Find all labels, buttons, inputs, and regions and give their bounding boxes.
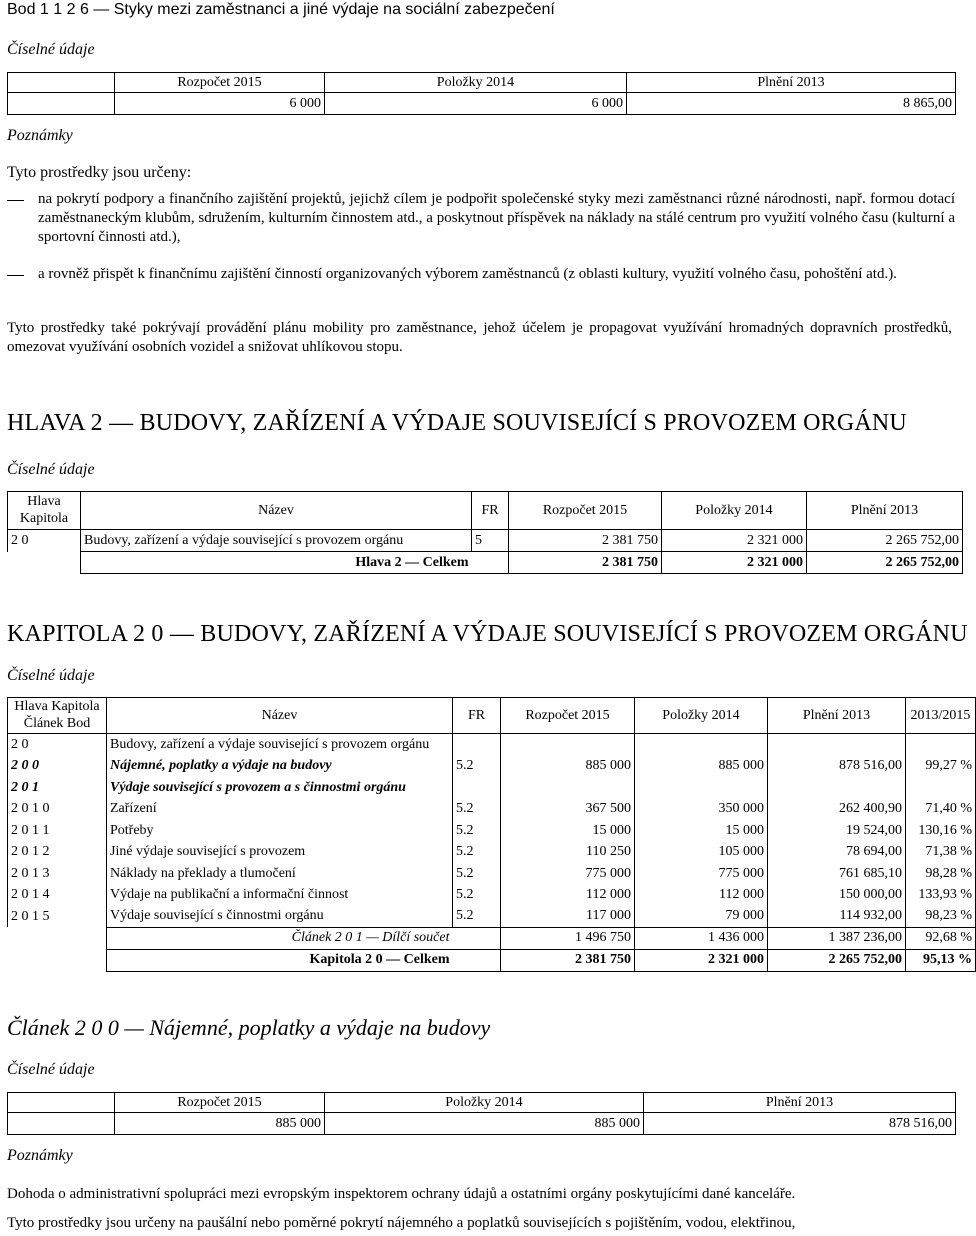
row-code: 2 0 1 0 bbox=[8, 798, 107, 820]
col-outturn-2013: Plnění 2013 bbox=[768, 698, 906, 734]
table-row bbox=[8, 734, 976, 756]
col-fr: FR bbox=[453, 698, 501, 734]
col-outturn-2013: Plnění 2013 bbox=[644, 1093, 956, 1113]
col-items-2014: Položky 2014 bbox=[662, 492, 807, 530]
numeric-data-label: Číselné údaje bbox=[7, 1061, 95, 1078]
row-outturn: 78 694,00 bbox=[768, 841, 906, 863]
row-budget: 2 381 750 bbox=[509, 530, 662, 552]
col-title-chapter bbox=[8, 492, 81, 530]
chapter-table bbox=[7, 697, 976, 972]
title-table bbox=[7, 491, 963, 574]
col-fr: FR bbox=[472, 492, 509, 530]
blank-cell bbox=[453, 949, 501, 971]
table-bottom-rule bbox=[7, 1134, 955, 1135]
row-name: Výdaje související s provozem a s činnostmi orgánu bbox=[107, 777, 453, 799]
row-name: Výdaje související s činnostmi orgánu bbox=[107, 906, 453, 928]
row-budget: 775 000 bbox=[501, 863, 635, 885]
numeric-data-label: Číselné údaje bbox=[7, 667, 95, 684]
paragraph: Tyto prostředky jsou určeny na paušální nebo poměrné pokrytí nájemného a poplatků souvisejících s pojištěním, vodou, elektřinou, bbox=[7, 1215, 796, 1231]
article-table bbox=[7, 1092, 955, 1135]
row-name: Náklady na překlady a tlumočení bbox=[107, 863, 453, 885]
row-name: Potřeby bbox=[107, 820, 453, 842]
table-row bbox=[8, 906, 976, 928]
col-budget-2015: Rozpočet 2015 bbox=[509, 492, 662, 530]
row-fr: 5.2 bbox=[453, 841, 501, 863]
table-bottom-rule bbox=[7, 114, 955, 115]
subtotal-label: Článek 2 0 1 — Dílčí součet bbox=[107, 927, 453, 949]
article-heading: Článek 2 0 0 — Nájemné, poplatky a výdaje na budovy bbox=[7, 1015, 491, 1040]
row-budget: 885 000 bbox=[501, 755, 635, 777]
item-1126-table bbox=[7, 72, 955, 115]
row-name: Budovy, zařízení a výdaje související s provozem orgánu bbox=[107, 734, 453, 756]
row-budget bbox=[501, 734, 635, 756]
subtotal-row bbox=[8, 927, 976, 949]
total-row bbox=[8, 552, 963, 574]
row-code: 2 0 1 4 bbox=[8, 884, 107, 906]
value-budget-2015: 885 000 bbox=[115, 1113, 325, 1135]
row-name: Výdaje na publikační a informační činnost bbox=[107, 884, 453, 906]
item-title: Bod 1 1 2 6 — Styky mezi zaměstnanci a jiné výdaje na sociální zabezpečení bbox=[7, 1, 555, 18]
total-budget: 2 381 750 bbox=[509, 552, 662, 574]
col-name: Název bbox=[81, 492, 472, 530]
row-items: 112 000 bbox=[635, 884, 768, 906]
row-fr: 5.2 bbox=[453, 906, 501, 928]
bullet-text: na pokrytí podpory a finančního zajištění projektů, jejichž cílem je podpořit společenské styky mezi zaměstnanci různé národnosti, např. formou dotací zaměstnaneckým klubům, sdružením, kulturním činnostem atd., a poskytnout příspěvek na náklady na stálé centrum pro využití volného času (kulturní a sportovní činnosti atd.), bbox=[38, 191, 955, 245]
col-title: Hlava bbox=[27, 494, 61, 510]
row-outturn: 878 516,00 bbox=[768, 755, 906, 777]
row-outturn bbox=[768, 734, 906, 756]
bullet-text: a rovněž přispět k finančnímu zajištění činností organizovaných výborem zaměstnanců (z oblasti kultury, využití volného času, pohoštění atd.). bbox=[38, 266, 897, 282]
blank-cell bbox=[8, 1093, 115, 1113]
row-ratio: 99,27 % bbox=[906, 755, 976, 777]
row-ratio: 98,28 % bbox=[906, 863, 976, 885]
row-items: 15 000 bbox=[635, 820, 768, 842]
col-outturn-2013: Plnění 2013 bbox=[627, 73, 956, 93]
row-name: Zařízení bbox=[107, 798, 453, 820]
col-budget-2015: Rozpočet 2015 bbox=[115, 73, 325, 93]
subtotal-ratio: 92,68 % bbox=[906, 927, 976, 949]
row-ratio: 98,23 % bbox=[906, 906, 976, 928]
row-budget bbox=[501, 777, 635, 799]
total-items: 2 321 000 bbox=[662, 552, 807, 574]
row-code: 2 0 bbox=[8, 530, 81, 552]
row-ratio: 130,16 % bbox=[906, 820, 976, 842]
table-row bbox=[8, 820, 976, 842]
col-items-2014: Položky 2014 bbox=[325, 73, 627, 93]
row-outturn: 262 400,90 bbox=[768, 798, 906, 820]
row-ratio bbox=[906, 734, 976, 756]
subtotal-outturn: 1 387 236,00 bbox=[768, 927, 906, 949]
blank-cell bbox=[8, 552, 81, 574]
col-items-2014: Položky 2014 bbox=[325, 1093, 644, 1113]
table-row bbox=[8, 777, 976, 799]
row-fr bbox=[453, 777, 501, 799]
value-outturn-2013: 878 516,00 bbox=[644, 1113, 956, 1135]
dash-icon bbox=[7, 200, 24, 246]
total-outturn: 2 265 752,00 bbox=[807, 552, 963, 574]
row-outturn: 2 265 752,00 bbox=[807, 530, 963, 552]
total-items: 2 321 000 bbox=[635, 949, 768, 971]
value-items-2014: 6 000 bbox=[325, 93, 627, 115]
row-items: 79 000 bbox=[635, 906, 768, 928]
blank-cell bbox=[8, 73, 115, 93]
row-items: 105 000 bbox=[635, 841, 768, 863]
blank-cell bbox=[8, 949, 107, 971]
row-code: 2 0 1 bbox=[8, 777, 107, 799]
row-code: 2 0 bbox=[8, 734, 107, 756]
value-budget-2015: 6 000 bbox=[115, 93, 325, 115]
col-chapter: Kapitola bbox=[19, 510, 69, 526]
row-code: 2 0 1 2 bbox=[8, 841, 107, 863]
row-name: Budovy, zařízení a výdaje související s provozem orgánu bbox=[81, 530, 472, 552]
paragraph: Dohoda o administrativní spolupráci mezi evropským inspektorem ochrany údajů a ostatními orgány poskytujícími dané kanceláře. bbox=[7, 1186, 796, 1202]
subtotal-budget: 1 496 750 bbox=[501, 927, 635, 949]
table-row bbox=[8, 530, 963, 552]
row-outturn: 19 524,00 bbox=[768, 820, 906, 842]
table-row bbox=[8, 841, 976, 863]
row-items: 2 321 000 bbox=[662, 530, 807, 552]
col-article-item: Článek Bod bbox=[23, 715, 91, 731]
row-budget: 367 500 bbox=[501, 798, 635, 820]
table-row bbox=[8, 863, 976, 885]
col-outturn-2013: Plnění 2013 bbox=[807, 492, 963, 530]
row-outturn bbox=[768, 777, 906, 799]
col-budget-2015: Rozpočet 2015 bbox=[115, 1093, 325, 1113]
row-fr: 5 bbox=[472, 530, 509, 552]
blank-cell bbox=[8, 927, 107, 949]
row-ratio bbox=[906, 777, 976, 799]
total-label: Kapitola 2 0 — Celkem bbox=[107, 949, 453, 971]
row-code: 2 0 1 1 bbox=[8, 820, 107, 842]
row-name: Jiné výdaje související s provozem bbox=[107, 841, 453, 863]
table-row bbox=[8, 884, 976, 906]
total-ratio: 95,13 % bbox=[906, 949, 976, 971]
bullet-item bbox=[7, 265, 955, 284]
value-outturn-2013: 8 865,00 bbox=[627, 93, 956, 115]
total-outturn: 2 265 752,00 bbox=[768, 949, 906, 971]
col-budget-2015: Rozpočet 2015 bbox=[501, 698, 635, 734]
row-outturn: 761 685,10 bbox=[768, 863, 906, 885]
col-title-chapter-article bbox=[8, 698, 107, 734]
col-ratio: 2013/2015 bbox=[906, 698, 976, 734]
numeric-data-label: Číselné údaje bbox=[7, 461, 95, 478]
row-items: 885 000 bbox=[635, 755, 768, 777]
row-items bbox=[635, 734, 768, 756]
subtotal-items: 1 436 000 bbox=[635, 927, 768, 949]
paragraph: Tyto prostředky také pokrývají provádění plánu mobility pro zaměstnance, jehož účelem je propagovat využívání hromadných dopravních prostředků, omezovat využívání osobních vozidel a snižovat uhlíkovou stopu. bbox=[7, 320, 952, 355]
row-ratio: 133,93 % bbox=[906, 884, 976, 906]
row-name: Nájemné, poplatky a výdaje na budovy bbox=[107, 755, 453, 777]
total-budget: 2 381 750 bbox=[501, 949, 635, 971]
chapter-heading: KAPITOLA 2 0 — BUDOVY, ZAŘÍZENÍ A VÝDAJE SOUVISEJÍCÍ S PROVOZEM ORGÁNU bbox=[7, 621, 968, 647]
intro-text: Tyto prostředky jsou určeny: bbox=[7, 164, 192, 181]
row-code: 2 0 1 3 bbox=[8, 863, 107, 885]
row-fr: 5.2 bbox=[453, 820, 501, 842]
row-items bbox=[635, 777, 768, 799]
col-title-chapter: Hlava Kapitola bbox=[14, 699, 100, 715]
numeric-data-label: Číselné údaje bbox=[7, 41, 95, 58]
row-fr: 5.2 bbox=[453, 798, 501, 820]
col-name: Název bbox=[107, 698, 453, 734]
table-row bbox=[8, 798, 976, 820]
row-ratio: 71,40 % bbox=[906, 798, 976, 820]
remarks-label: Poznámky bbox=[7, 127, 73, 144]
row-fr: 5.2 bbox=[453, 755, 501, 777]
row-budget: 117 000 bbox=[501, 906, 635, 928]
row-budget: 112 000 bbox=[501, 884, 635, 906]
row-items: 350 000 bbox=[635, 798, 768, 820]
bullet-item bbox=[7, 190, 955, 246]
row-fr bbox=[453, 734, 501, 756]
value-items-2014: 885 000 bbox=[325, 1113, 644, 1135]
row-outturn: 150 000,00 bbox=[768, 884, 906, 906]
row-budget: 15 000 bbox=[501, 820, 635, 842]
row-outturn: 114 932,00 bbox=[768, 906, 906, 928]
blank-cell bbox=[8, 93, 115, 115]
blank-cell bbox=[8, 1113, 115, 1135]
row-code: 2 0 0 bbox=[8, 755, 107, 777]
title-heading: HLAVA 2 — BUDOVY, ZAŘÍZENÍ A VÝDAJE SOUVISEJÍCÍ S PROVOZEM ORGÁNU bbox=[7, 410, 907, 436]
remarks-label: Poznámky bbox=[7, 1147, 73, 1164]
row-fr: 5.2 bbox=[453, 884, 501, 906]
blank-cell bbox=[472, 552, 509, 574]
total-row bbox=[8, 949, 976, 971]
row-ratio: 71,38 % bbox=[906, 841, 976, 863]
row-fr: 5.2 bbox=[453, 863, 501, 885]
total-label: Hlava 2 — Celkem bbox=[81, 552, 472, 574]
row-items: 775 000 bbox=[635, 863, 768, 885]
table-row bbox=[8, 755, 976, 777]
blank-cell bbox=[453, 927, 501, 949]
col-items-2014: Položky 2014 bbox=[635, 698, 768, 734]
row-code: 2 0 1 5 bbox=[8, 906, 107, 928]
row-budget: 110 250 bbox=[501, 841, 635, 863]
dash-icon bbox=[7, 275, 24, 284]
